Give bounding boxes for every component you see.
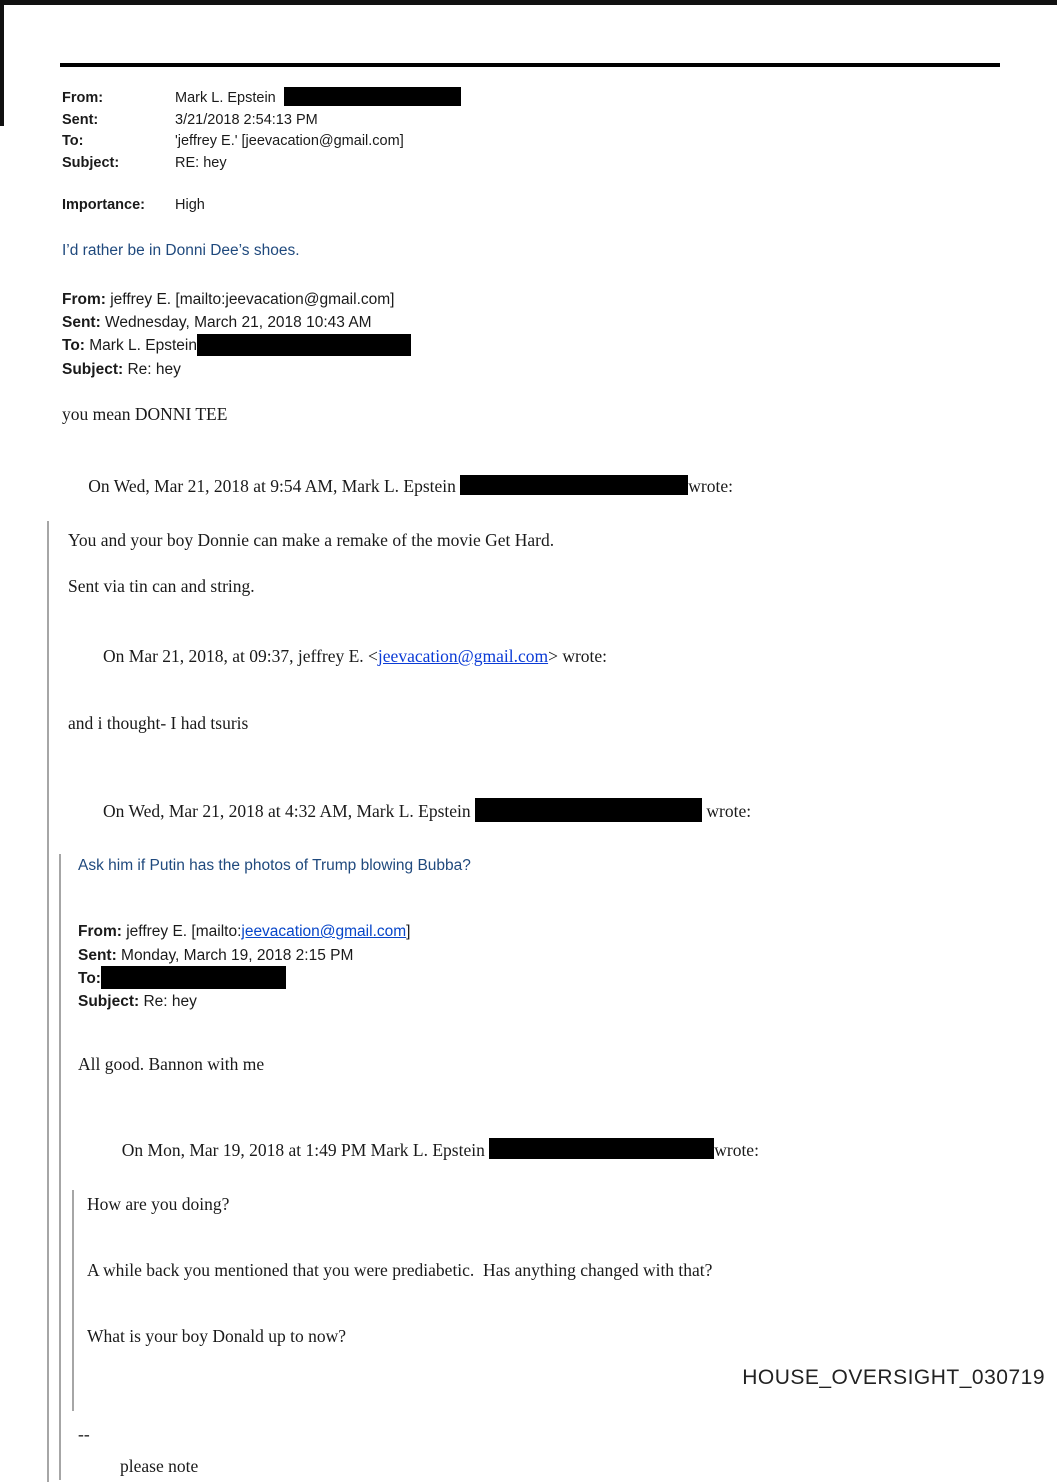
quoted1-sent-row xyxy=(62,311,1012,334)
sent-value: Wednesday, March 21, 2018 10:43 AM xyxy=(100,313,372,331)
email-address-link[interactable]: jeevacation@gmail.com xyxy=(241,923,407,941)
signature-separator: -- xyxy=(78,1424,90,1445)
quoted2-sent-row xyxy=(78,944,1012,967)
from-label: From: xyxy=(62,90,104,106)
to-label: To: xyxy=(62,337,85,355)
attribution-wrote: wrote: xyxy=(702,801,752,822)
header-to-row xyxy=(62,131,1012,153)
attribution-line-4 xyxy=(78,1119,1012,1183)
email-address-link[interactable]: jeevacation@gmail.com xyxy=(377,646,549,667)
bates-number: HOUSE_OVERSIGHT_030719 xyxy=(742,1366,1045,1389)
subject-label: Subject: xyxy=(78,993,140,1011)
quoted-line: Sent via tin can and string. xyxy=(68,576,255,597)
page-left-border xyxy=(0,0,4,126)
header-importance-row xyxy=(62,195,1012,217)
from-value: jeffrey E. [mailto: xyxy=(121,923,242,941)
header-subject-row xyxy=(62,153,1012,175)
quoted2-from-row xyxy=(78,920,1012,943)
header-from-row xyxy=(62,88,1012,110)
quoted2-to-row xyxy=(78,967,1012,990)
quoted-line: How are you doing? xyxy=(87,1194,230,1215)
redaction-bar xyxy=(475,798,702,822)
redaction-bar xyxy=(101,966,286,989)
subject-label: Subject: xyxy=(62,154,120,171)
sent-label: Sent: xyxy=(78,946,117,964)
redaction-bar xyxy=(489,1138,714,1159)
header-sent-row xyxy=(62,110,1012,132)
from-label: From: xyxy=(78,923,122,941)
quoted1-to-row xyxy=(62,334,1012,357)
quote-level-1 xyxy=(47,521,1012,1482)
quoted1-from-row xyxy=(62,288,1012,311)
to-label: To: xyxy=(62,133,84,149)
from-value-suffix: ] xyxy=(406,923,411,941)
importance-value: High xyxy=(175,197,205,213)
redaction-bar xyxy=(460,475,688,495)
subject-value: RE: hey xyxy=(175,154,227,171)
quoted-header-1 xyxy=(62,288,1012,382)
attribution-wrote: > wrote: xyxy=(548,646,608,667)
quoted-header-2 xyxy=(78,920,1012,1014)
subject-value: Re: hey xyxy=(139,993,197,1011)
to-value: 'jeffrey E.' [jeevacation@gmail.com] xyxy=(175,133,404,149)
message-2-text: you mean DONNI TEE xyxy=(62,404,228,425)
attribution-line-1 xyxy=(62,455,1012,519)
quoted-line: A while back you mentioned that you were prediabetic. Has anything changed with that? xyxy=(87,1260,713,1281)
reply-message-text: I’d rather be in Donni Dee’s shoes. xyxy=(62,241,300,259)
header-divider-rule xyxy=(60,63,1000,67)
attribution-wrote: wrote: xyxy=(688,476,734,497)
attribution-wrote: wrote: xyxy=(714,1139,759,1160)
email-header-block xyxy=(62,88,1012,217)
attribution-text: On Mon, Mar 19, 2018 at 1:49 PM Mark L. Epstein xyxy=(121,1139,490,1160)
sent-value: Monday, March 19, 2018 2:15 PM xyxy=(116,946,354,964)
quoted-line: All good. Bannon with me xyxy=(78,1053,265,1074)
from-value: Mark L. Epstein xyxy=(175,90,276,106)
attribution-line-2 xyxy=(68,625,1012,688)
sent-label: Sent: xyxy=(62,313,101,331)
quoted2-subject-row xyxy=(78,990,1012,1013)
email-content xyxy=(62,88,1012,1482)
importance-label: Importance: xyxy=(62,197,145,213)
to-label: To: xyxy=(78,969,101,987)
redaction-bar xyxy=(284,87,461,106)
subject-value: Re: hey xyxy=(123,360,181,378)
signature-note: please note xyxy=(120,1456,199,1477)
quoted-line: You and your boy Donnie can make a remake of the movie Get Hard. xyxy=(68,530,555,551)
page-top-border xyxy=(0,0,1057,5)
from-label: From: xyxy=(62,290,106,308)
attribution-text: On Wed, Mar 21, 2018 at 9:54 AM, Mark L. Epstein xyxy=(88,476,461,497)
redaction-bar xyxy=(197,334,411,356)
quoted1-subject-row xyxy=(62,358,1012,381)
quoted-line: What is your boy Donald up to now? xyxy=(87,1326,347,1347)
quoted-line: and i thought- I had tsuris xyxy=(68,713,249,734)
attribution-text: On Mar 21, 2018, at 09:37, jeffrey E. < xyxy=(103,646,378,667)
from-value: jeffrey E. [mailto:jeevacation@gmail.com] xyxy=(105,290,395,308)
sent-label: Sent: xyxy=(62,111,99,128)
attribution-text: On Wed, Mar 21, 2018 at 4:32 AM, Mark L. Epstein xyxy=(103,801,476,822)
to-value: Mark L. Epstein xyxy=(84,337,197,355)
subject-label: Subject: xyxy=(62,360,124,378)
attribution-line-3 xyxy=(68,780,1012,846)
blue-quoted-line: Ask him if Putin has the photos of Trump blowing Bubba? xyxy=(78,857,471,875)
sent-value: 3/21/2018 2:54:13 PM xyxy=(175,111,318,128)
